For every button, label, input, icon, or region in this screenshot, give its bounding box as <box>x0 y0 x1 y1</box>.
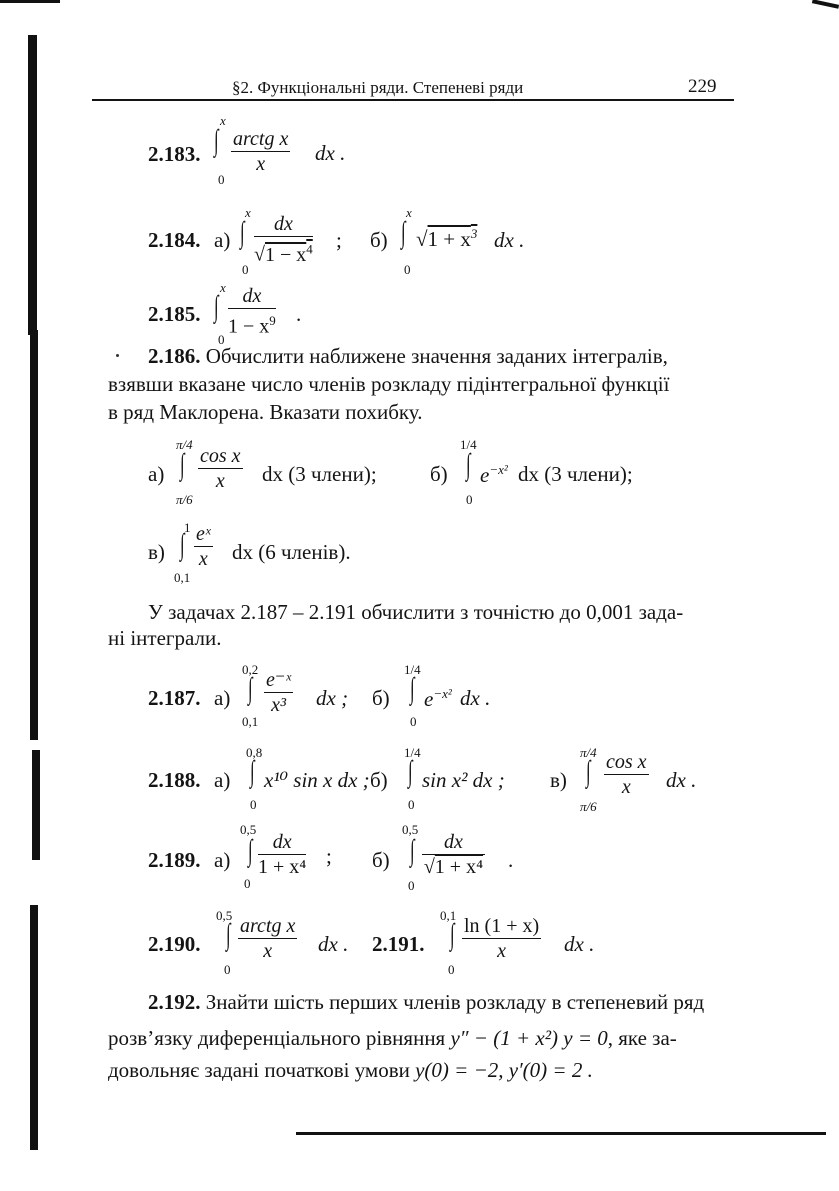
integral-sign: ∫ <box>180 528 185 561</box>
integral-sign: ∫ <box>410 672 415 705</box>
integral-sign: ∫ <box>214 290 219 323</box>
upper-limit: π/4 <box>580 745 597 760</box>
denominator: x³ <box>271 694 286 716</box>
problem-text: Знайти шість перших членів розкладу в степеневий ряд <box>205 990 705 1014</box>
fraction <box>422 830 485 879</box>
integral-sign: ∫ <box>410 834 415 867</box>
problem-number-2188: 2.188. <box>148 768 201 792</box>
denominator: $√1 - x^4$ <box>254 241 313 266</box>
integral-sign: ∫ <box>248 672 253 705</box>
problem-text: Обчислити наближене значення заданих інтегралів, <box>205 344 668 368</box>
denominator: 1 + x⁴ <box>258 856 307 878</box>
radical: $√1 + x^3$ <box>416 226 478 251</box>
upper-limit: 1/4 <box>404 662 421 677</box>
problem-number-2192: 2.192. <box>148 990 201 1014</box>
integral-tail: dx . <box>460 686 491 710</box>
numerator: dx <box>258 830 306 855</box>
lower-limit: 0 <box>408 797 415 812</box>
differential: dx . <box>318 932 349 956</box>
upper-limit: π/4 <box>176 437 193 452</box>
numerator: cos x <box>200 445 241 467</box>
upper-limit: 1/4 <box>404 745 421 760</box>
lower-limit: 0 <box>408 878 415 893</box>
numerator: dx <box>422 830 485 855</box>
numerator: eˣ <box>196 523 211 545</box>
integral-sign: ∫ <box>226 918 231 951</box>
numerator: cos x <box>606 751 647 773</box>
label-c: в) <box>148 540 165 564</box>
problem-2186-line3: в ряд Маклорена. Вказати похибку. <box>108 400 423 424</box>
intro-line2: ні інтеграли. <box>108 626 222 650</box>
fraction <box>462 914 541 963</box>
upper-limit: 0,8 <box>246 745 263 760</box>
terminator: . <box>508 848 514 872</box>
separator: ; <box>326 844 332 868</box>
integral-sign: ∫ <box>586 755 591 788</box>
lower-limit: π/6 <box>176 492 193 507</box>
lower-limit: 0 <box>404 262 411 277</box>
bullet-mark <box>116 354 119 357</box>
label-a: а) <box>148 462 165 486</box>
fraction <box>264 668 293 717</box>
terminator: . <box>296 302 302 326</box>
label-b: б) <box>370 228 388 252</box>
upper-limit: 0,1 <box>440 908 457 923</box>
label-c: в) <box>550 768 567 792</box>
problem-2192-line1 <box>148 990 704 1015</box>
numerator: arctg x <box>233 128 289 150</box>
integral-tail: dx (6 членів). <box>232 540 351 564</box>
upper-limit: 1/4 <box>460 437 477 452</box>
integral-tail: dx (3 члени); <box>518 462 633 486</box>
differential: dx . <box>564 932 595 956</box>
upper-limit: x <box>406 205 412 220</box>
lower-limit: π/6 <box>580 799 597 814</box>
upper-limit: 0,5 <box>216 908 233 923</box>
denominator: x <box>256 153 266 175</box>
lower-limit: 0,1 <box>174 570 191 585</box>
label-a: а) <box>214 686 231 710</box>
scan-bottom-rule <box>296 1132 826 1135</box>
lower-limit: 0 <box>244 876 251 891</box>
scan-bar-top <box>28 35 37 335</box>
integral-sign: ∫ <box>450 918 455 951</box>
denominator: $1 - x^9$ <box>228 313 276 338</box>
denominator: x <box>497 940 507 962</box>
problem-number-2186: 2.186. <box>148 344 201 368</box>
integral-sign: ∫ <box>248 834 253 867</box>
scan-corner-top-left <box>0 0 60 3</box>
integrand: x¹⁰ sin x dx ; <box>264 768 370 792</box>
upper-limit: 0,5 <box>240 822 257 837</box>
fraction <box>238 914 297 963</box>
problem-number-2190: 2.190. <box>148 932 201 956</box>
numerator: ln (1 + x) <box>464 915 540 937</box>
numerator: arctg x <box>240 915 296 937</box>
integral-tail: dx . <box>666 768 697 792</box>
problem-number-2183: 2.183. <box>148 142 201 166</box>
upper-limit: x <box>245 205 251 220</box>
upper-limit: 0,2 <box>242 662 259 677</box>
numerator: e⁻ˣ <box>266 669 292 691</box>
integral-sign: ∫ <box>466 448 471 481</box>
denominator: √1 + x⁴ <box>423 856 484 878</box>
differential: dx . <box>315 141 346 165</box>
label-a: а) <box>214 228 231 252</box>
scan-bar-low <box>32 750 40 860</box>
intro-line1: У задачах 2.187 – 2.191 обчислити з точністю до 0,001 зада- <box>148 600 684 624</box>
initial-conditions: y(0) = −2, y′(0) = 2 . <box>415 1058 593 1082</box>
fraction <box>194 522 213 571</box>
lower-limit: 0 <box>250 797 257 812</box>
integral-sign: ∫ <box>250 755 255 788</box>
lower-limit: 0,1 <box>242 714 259 729</box>
scan-bar-mid <box>30 330 38 740</box>
exponential: $e^{-x^2}$ <box>424 686 452 711</box>
integral-sign: ∫ <box>214 124 219 157</box>
fraction <box>258 830 306 879</box>
integral-tail: dx (3 члени); <box>262 462 377 486</box>
label-a: а) <box>214 768 231 792</box>
problem-2192-line3: довольняє задані початкові умови y(0) = −2, y′(0) = 2 . <box>108 1058 593 1082</box>
running-header: §2. Функціональні ряди. Степеневі ряди <box>232 78 524 97</box>
integrand: sin x² dx ; <box>422 768 505 792</box>
upper-limit: 0,5 <box>402 822 419 837</box>
integral-sign: ∫ <box>408 755 413 788</box>
numerator: dx <box>254 212 313 237</box>
integral-sign: ∫ <box>401 216 406 249</box>
lower-limit: 0 <box>448 962 455 977</box>
problem-2186-line2: взявши вказане число членів розкладу підінтегральної функції <box>108 372 670 396</box>
integral-sign: ∫ <box>240 216 245 249</box>
fraction <box>604 750 649 799</box>
scan-bar-bottom <box>30 905 38 1150</box>
denominator: x <box>621 776 631 798</box>
lower-limit: 0 <box>224 962 231 977</box>
fraction <box>231 127 290 176</box>
fraction <box>228 284 276 339</box>
header-rule <box>92 99 734 101</box>
label-b: б) <box>372 848 390 872</box>
lower-limit: 0 <box>410 714 417 729</box>
upper-limit: 1 <box>184 520 191 535</box>
label-b: б) <box>370 768 388 792</box>
page-number: 229 <box>688 76 717 97</box>
problem-number-2191: 2.191. <box>372 932 425 956</box>
problem-number-2185: 2.185. <box>148 302 201 326</box>
separator: ; <box>336 228 342 252</box>
label-b: б) <box>372 686 390 710</box>
denominator: x <box>198 548 208 570</box>
problem-number-2184: 2.184. <box>148 228 201 252</box>
problem-2186-line1 <box>148 344 668 369</box>
differential: dx . <box>494 228 525 252</box>
lower-limit: 0 <box>466 492 473 507</box>
integral-tail: dx ; <box>316 686 349 710</box>
lower-limit: 0 <box>242 262 249 277</box>
differential-equation: y″ − (1 + x²) y = 0 <box>450 1026 608 1050</box>
problem-number-2187: 2.187. <box>148 686 201 710</box>
upper-limit: x <box>220 113 226 128</box>
label-a: а) <box>214 848 231 872</box>
integral-sign: ∫ <box>180 448 185 481</box>
denominator: x <box>263 940 273 962</box>
fraction <box>198 444 243 493</box>
fraction <box>254 212 313 267</box>
scan-corner-top-right <box>812 0 839 9</box>
problem-number-2189: 2.189. <box>148 848 201 872</box>
lower-limit: 0 <box>218 172 225 187</box>
exponential: $e^{-x^2}$ <box>480 462 508 487</box>
lower-limit: 0 <box>218 332 225 347</box>
denominator: x <box>215 470 225 492</box>
upper-limit: x <box>220 280 226 295</box>
problem-2192-line2: розв’язку диференціального рівняння y″ − (1 + x²) y = 0, яке за- <box>108 1026 677 1050</box>
numerator: dx <box>228 284 276 309</box>
label-b: б) <box>430 462 448 486</box>
